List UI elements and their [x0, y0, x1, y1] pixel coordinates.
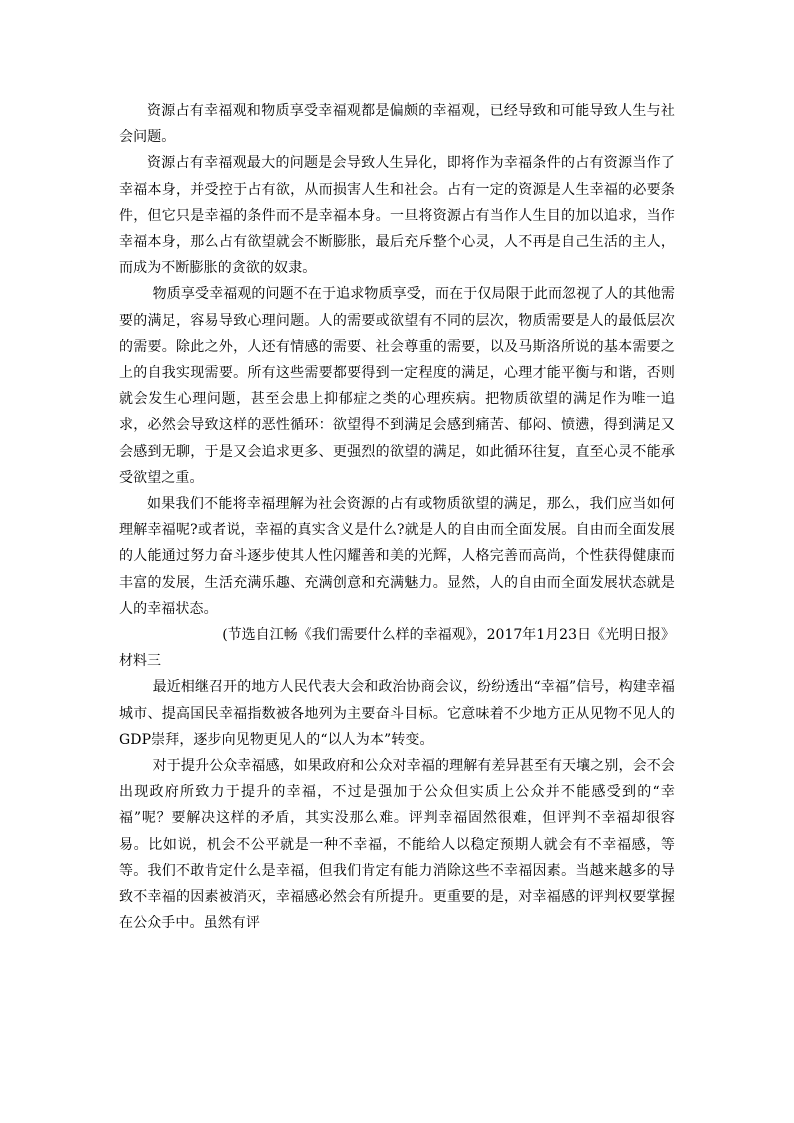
material3-paragraph-1: 最近相继召开的地方人民代表大会和政治协商会议，纷纷透出“幸福”信号，构建幸福城市、提高国民幸福指数被各地列为主要奋斗目标。它意味着不少地方正从见物不见人的GDP崇拜，逐步向见物更见人的“以人为本”转变。: [119, 679, 675, 748]
source-citation: (节选自江畅《我们需要什么样的幸福观》，2017年1月23日《光明日报》: [222, 627, 675, 644]
paragraph-3: 物质享受幸福观的问题不在于追求物质享受，而在于仅局限于此而忽视了人的其他需要的满足，容易导致心理问题。人的需要或欲望有不同的层次，物质需要是人的最低层次的需要。除此之外，人还有情感的需要、社会尊重的需要，以及马斯洛所说的基本需要之上的自我实现需要。所有这些需要都要得到一定程度的满足，心理才能平衡与和谐，否则就会发生心理问题，甚至会患上抑郁症之类的心理疾病。把物质欲望的满足作为唯一追求，必然会导致这样的恶性循环：欲望得不到满足会感到痛苦、郁闷、愤懑，得到满足又会感到无聊，于是又会追求更多、更强烈的欲望的满足，如此循环往复，直至心灵不能承受欲望之重。: [119, 286, 675, 486]
material3-paragraph-2: 对于提升公众幸福感，如果政府和公众对幸福的理解有差异甚至有天壤之别，会不会出现政府所致力于提升的幸福，不过是强加于公众但实质上公众并不能感受到的“幸福”呢？要解决这样的矛盾，其实没那么难。评判幸福固然很难，但评判不幸福却很容易。比如说，机会不公平就是一种不幸福，不能给人以稳定预期人就会有不幸福感，等等。我们不敢肯定什么是幸福，但我们肯定有能力消除这些不幸福因素。当越来越多的导致不幸福的因素被消灭，幸福感必然会有所提升。更重要的是，对幸福感的评判权要掌握在公众手中。虽然有评: [119, 758, 675, 932]
document-body: [119, 98, 675, 937]
paragraph-4: 如果我们不能将幸福理解为社会资源的占有或物质欲望的满足，那么，我们应当如何理解幸福呢?或者说，幸福的真实含义是什么?就是人的自由而全面发展。自由而全面发展的人能通过努力奋斗逐步使其人性闪耀善和美的光辉，人格完善而高尚，个性获得健康而丰富的发展，生活充满乐趣、充满创意和充满魅力。显然，人的自由而全面发展状态就是人的幸福状态。: [119, 496, 675, 617]
section-label-material3: 材料三: [119, 653, 161, 670]
paragraph-2: 资源占有幸福观最大的问题是会导致人生异化，即将作为幸福条件的占有资源当作了幸福本身，并受控于占有欲，从而损害人生和社会。占有一定的资源是人生幸福的必要条件，但它只是幸福的条件而不是幸福本身。一旦将资源占有当作人生目的加以追求，当作幸福本身，那么占有欲望就会不断膨胀，最后充斥整个心灵，人不再是自己生活的主人，而成为不断膨胀的贪欲的奴隶。: [119, 155, 675, 277]
paragraph-1: 资源占有幸福观和物质享受幸福观都是偏颇的幸福观，已经导致和可能导致人生与社会问题。: [119, 103, 675, 146]
